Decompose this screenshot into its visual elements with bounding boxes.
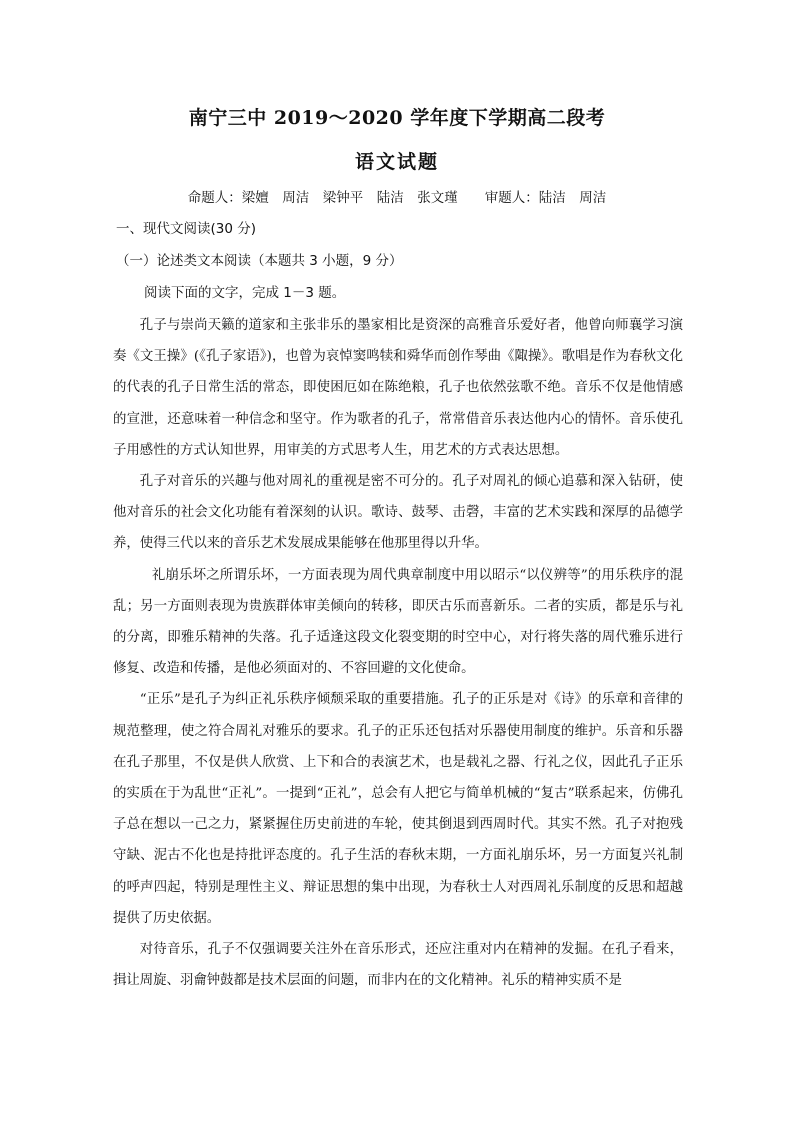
reading-instruction: 阅读下面的文字，完成 1－3 题。 <box>144 285 346 301</box>
article-paragraph: 孔子对音乐的兴趣与他对周礼的重视是密不可分的。孔子对周礼的倾心追慕和深入钻研，使他对音乐的社会文化功能有着深刻的认识。歌诗、鼓琴、击磬，丰富的艺术实践和深厚的品德学养，使得三代以来的音乐艺术发展成果能够在他那里得以升华。 <box>113 474 683 552</box>
section-heading-part1: 一、现代文阅读(30 分) <box>116 221 257 237</box>
article-paragraph: 礼崩乐坏之所谓乐坏，一方面表现为周代典章制度中用以昭示“以仪辨等”的用乐秩序的混乱；另一方面则表现为贵族群体审美倾向的转移，即厌古乐而喜新乐。二者的实质，都是乐与礼的分离，即雅乐精神的失落。孔子适逢这段文化裂变期的时空中心，对行将失落的周代雅乐进行修复、改造和传播，是他必须面对的、不容回避的文化使命。 <box>113 567 683 677</box>
exam-authors: 命题人：梁嬗 周洁 梁钟平 陆洁 张文瑾 审题人：陆洁 周洁 <box>187 190 607 206</box>
exam-subtitle: 语文试题 <box>354 151 439 173</box>
article-body <box>113 310 683 996</box>
exam-title: 南宁三中 2019～2020 学年度下学期高二段考 <box>188 107 606 129</box>
section-heading-part1-sub: （一）论述类文本阅读（本题共 3 小题，9 分） <box>116 253 403 269</box>
article-paragraph: 对待音乐，孔子不仅强调要关注外在音乐形式，还应注重对内在精神的发掘。在孔子看来，揖让周旋、羽龠钟鼓都是技术层面的问题，而非内在的文化精神。礼乐的精神实质不是 <box>113 942 683 989</box>
article-paragraph: 孔子与崇尚天籁的道家和主张非乐的墨家相比是资深的高雅音乐爱好者，他曾向师襄学习演奏《文王操》(《孔子家语》)，也曾为哀悼窦鸣犊和舜华而创作琴曲《陬操》。歌唱是作为春秋文化的代表的孔子日常生活的常态，即使困厄如在陈绝粮，孔子也依然弦歌不绝。音乐不仅是他情感的宣泄，还意味着一种信念和坚守。作为歌者的孔子，常常借音乐表达他内心的情怀。音乐使孔子用感性的方式认知世界，用审美的方式思考人生，用艺术的方式表达思想。 <box>113 318 683 458</box>
article-paragraph: “正乐”是孔子为纠正礼乐秩序倾颓采取的重要措施。孔子的正乐是对《诗》的乐章和音律的规范整理，使之符合周礼对雅乐的要求。孔子的正乐还包括对乐器使用制度的维护。乐音和乐器在孔子那里，不仅是供人欣赏、上下和合的表演艺术，也是载礼之器、行礼之仪，因此孔子正乐的实质在于为乱世“正礼”。一提到“正礼”，总会有人把它与简单机械的“复古”联系起来，仿佛孔子总在想以一己之力，紧紧握住历史前进的车轮，使其倒退到西周时代。其实不然。孔子对抱残守缺、泥古不化也是持批评态度的。孔子生活的春秋末期，一方面礼崩乐坏，另一方面复兴礼制的呼声四起，特别是理性主义、辩证思想的集中出现，为春秋士人对西周礼乐制度的反思和超越提供了历史依据。 <box>113 692 683 926</box>
